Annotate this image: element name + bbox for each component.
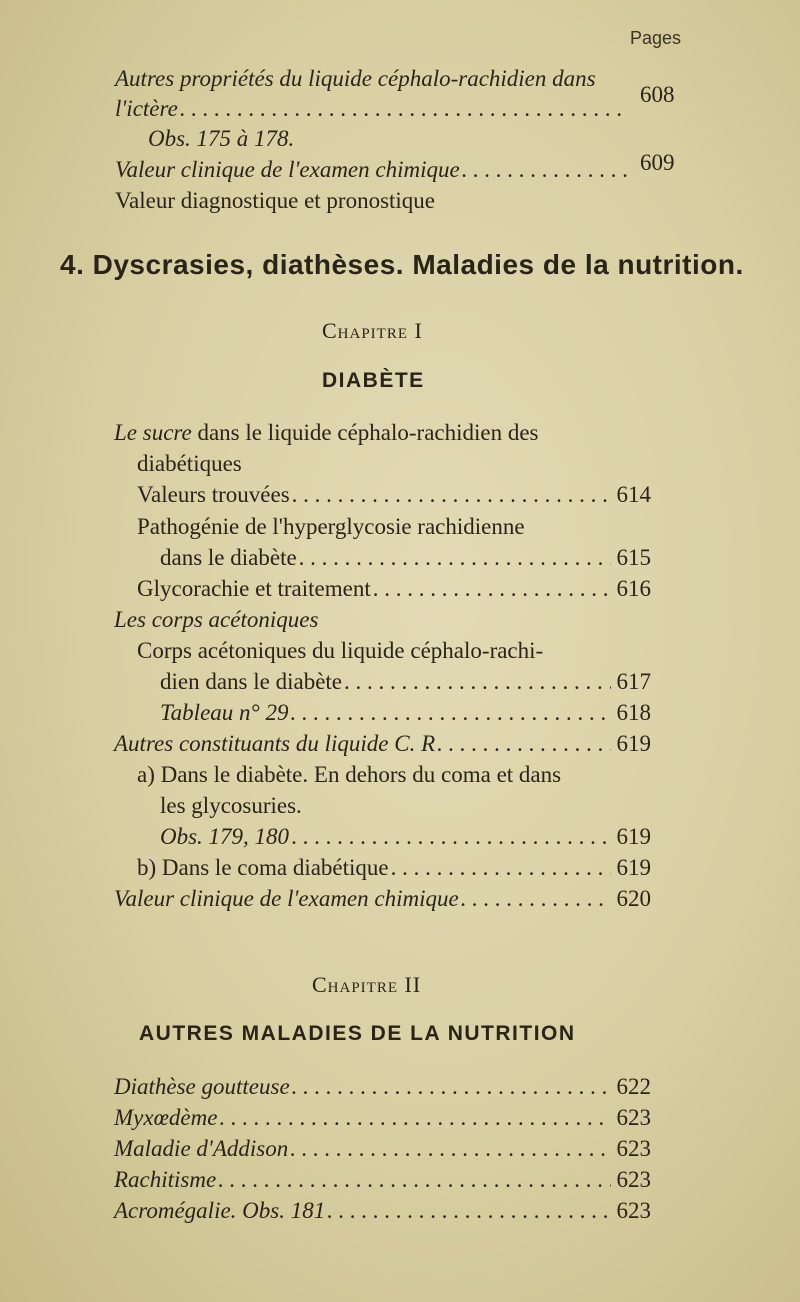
toc-entry-corps-acetoniques: Corps acétoniques du liquide céphalo-rachi-	[137, 638, 544, 663]
toc-entry-obs-179	[160, 822, 651, 852]
leader-dots	[180, 94, 629, 124]
page-number: 618	[616, 700, 651, 725]
toc-entry-text: Diathèse goutteuse	[114, 1074, 290, 1099]
toc-entry-obs: Obs. 175 à 178.	[148, 126, 295, 151]
toc-entry-autres-constituants	[114, 729, 651, 759]
toc-entry-text: Valeur clinique de l'examen chimique	[115, 157, 460, 182]
leader-dots	[292, 1072, 611, 1102]
chapter-label: Chapitre II	[312, 972, 422, 997]
leader-dots	[219, 1103, 610, 1133]
page-number: 623	[616, 1105, 651, 1130]
leader-dots	[391, 853, 611, 883]
toc-entry-dans-le-diabete	[160, 543, 651, 573]
toc-entry-acromegalie	[114, 1196, 651, 1226]
chapter-label: Chapitre I	[322, 318, 423, 343]
toc-entry-text: Acromégalie. Obs. 181	[114, 1198, 326, 1223]
toc-entry-tableau	[160, 698, 651, 728]
toc-entry-diabetiques: diabétiques	[137, 451, 242, 476]
toc-entry-valeur-clinique	[115, 155, 635, 185]
toc-entry-valeur-diagnostique: Valeur diagnostique et pronostique	[115, 188, 436, 213]
toc-entry-pathogenie: Pathogénie de l'hyperglycosie rachidienne	[137, 514, 525, 539]
toc-entry-text: Myxœdème	[114, 1105, 218, 1130]
toc-entry-liquide-ictere: Autres propriétés du liquide céphalo-rachidien dans	[115, 66, 596, 91]
toc-entry-text: dans le diabète	[160, 545, 297, 570]
toc-entry-diathese	[114, 1072, 651, 1102]
toc-entry-dans-le-diabete-a: a) Dans le diabète. En dehors du coma et dans	[137, 762, 562, 787]
toc-entry-myxoedeme	[114, 1103, 651, 1133]
leader-dots	[327, 1196, 610, 1226]
toc-entry-text: Obs. 179, 180	[160, 824, 290, 849]
pages-column-label: Pages	[630, 28, 682, 48]
page-number: 609	[640, 150, 675, 175]
page-number: 608	[640, 82, 675, 107]
leader-dots	[291, 822, 610, 852]
toc-entry-ictere	[115, 94, 635, 124]
toc-entry-corps-acetoniques-heading: Les corps acétoniques	[114, 607, 319, 632]
page-number: 619	[616, 731, 651, 756]
leader-dots	[461, 884, 611, 914]
page-number: 623	[616, 1198, 651, 1223]
toc-entry-text: Glycorachie et traitement	[137, 576, 371, 601]
leader-dots	[290, 1134, 610, 1164]
page-number: 620	[616, 886, 651, 911]
toc-entry-dien-diabete	[160, 667, 651, 697]
toc-entry-valeurs-trouvees	[137, 480, 651, 510]
leader-dots	[292, 480, 611, 510]
chapter-title: DIABÈTE	[322, 369, 425, 392]
leader-dots	[344, 667, 610, 697]
leader-dots	[437, 729, 610, 759]
toc-entry-sucre: Le sucre dans le liquide céphalo-rachidien des	[114, 420, 539, 445]
toc-entry-text: Maladie d'Addison	[114, 1136, 289, 1161]
toc-entry-coma	[137, 853, 651, 883]
toc-entry-text: Rachitisme	[114, 1167, 217, 1192]
toc-entry-text: b) Dans le coma diabétique	[137, 855, 389, 880]
page-number: 622	[616, 1074, 651, 1099]
toc-entry-text: Valeur clinique de l'examen chimique	[114, 886, 459, 911]
page-number: 614	[616, 482, 651, 507]
page-number: 619	[616, 855, 651, 880]
leader-dots	[373, 574, 611, 604]
leader-dots	[290, 698, 610, 728]
page-number: 623	[616, 1136, 651, 1161]
chapter-title: AUTRES MALADIES DE LA NUTRITION	[139, 1022, 576, 1045]
toc-entry-text: Tableau n° 29	[160, 700, 289, 725]
leader-dots	[462, 155, 629, 185]
toc-entry-text: Valeurs trouvées	[137, 482, 290, 507]
toc-entry-addison	[114, 1134, 651, 1164]
page-number: 619	[616, 824, 651, 849]
toc-entry-glycorachie	[137, 574, 651, 604]
toc-entry-text: Autres constituants du liquide C. R	[114, 731, 436, 756]
toc-entry-rachitisme	[114, 1165, 651, 1195]
toc-entry-text: dien dans le diabète	[160, 669, 343, 694]
toc-entry-valeur-clinique-2	[114, 884, 651, 914]
page-number: 616	[616, 576, 651, 601]
toc-entry-text: l'ictère	[115, 96, 178, 121]
page-number: 617	[616, 669, 651, 694]
section-heading: 4. Dyscrasies, diathèses. Maladies de la nutrition.	[60, 249, 744, 280]
toc-entry-glycosuries: les glycosuries.	[160, 793, 302, 818]
page-number: 615	[616, 545, 651, 570]
leader-dots	[218, 1165, 610, 1195]
leader-dots	[299, 543, 611, 573]
page-number: 623	[616, 1167, 651, 1192]
